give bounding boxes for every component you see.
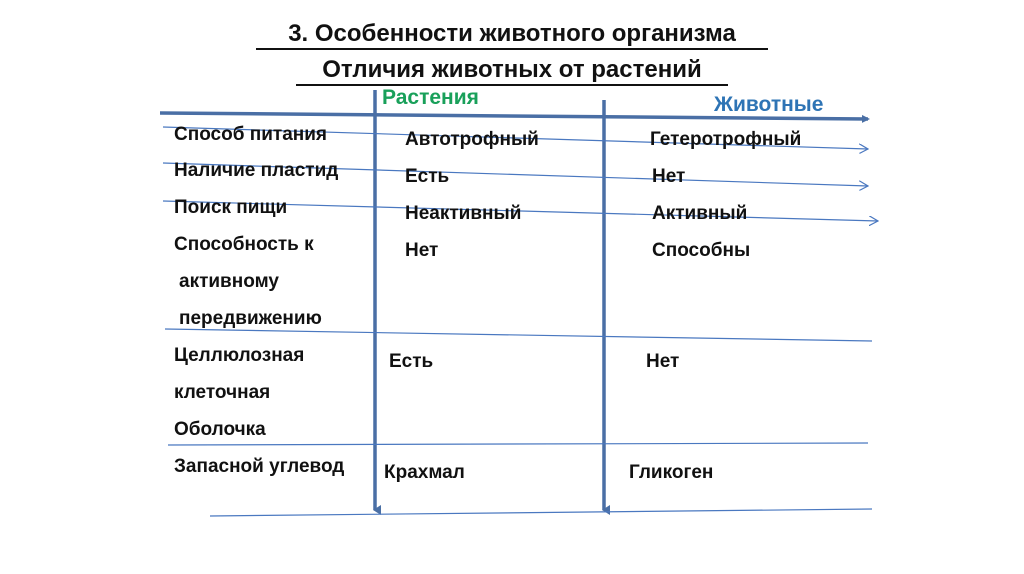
cell-animals-storage-carb: Гликоген (629, 462, 714, 483)
row-line (168, 443, 868, 445)
cell-plants-locomotion: Нет (405, 240, 439, 261)
cell-animals-cell-wall: Нет (646, 351, 680, 372)
row-label-locomotion-line2: активному (179, 271, 279, 292)
animals-column-header: Животные (714, 93, 824, 116)
cell-plants-plastids: Есть (405, 166, 450, 187)
row-label-food-search: Поиск пищи (174, 197, 288, 218)
cell-plants-storage-carb: Крахмал (384, 462, 465, 483)
cell-animals-locomotion: Способны (652, 240, 751, 261)
cell-plants-cell-wall: Есть (389, 351, 434, 372)
row-label-cell-wall-line3: Оболочка (174, 419, 266, 440)
row-label-nutrition: Способ питания (174, 124, 328, 145)
row-label-locomotion-line3: передвижению (179, 308, 322, 329)
row-label-cell-wall-line2: клеточная (174, 382, 271, 403)
row-label-plastids: Наличие пластид (174, 160, 339, 181)
cell-plants-nutrition: Автотрофный (405, 129, 539, 150)
row-label-cell-wall-line1: Целлюлозная (174, 345, 305, 366)
cell-animals-food-search: Активный (652, 203, 748, 224)
row-label-storage-carb: Запасной углевод (174, 456, 345, 477)
row-label-locomotion-line1: Способность к (174, 234, 314, 255)
row-line (165, 329, 872, 341)
slide-title: 3. Особенности животного организма (288, 20, 736, 47)
cell-animals-nutrition: Гетеротрофный (650, 129, 802, 150)
slide-subtitle: Отличия животных от растений (322, 56, 702, 83)
row-line (210, 509, 872, 516)
plants-column-header: Растения (382, 86, 479, 109)
cell-animals-plastids: Нет (652, 166, 686, 187)
cell-plants-food-search: Неактивный (405, 203, 522, 224)
